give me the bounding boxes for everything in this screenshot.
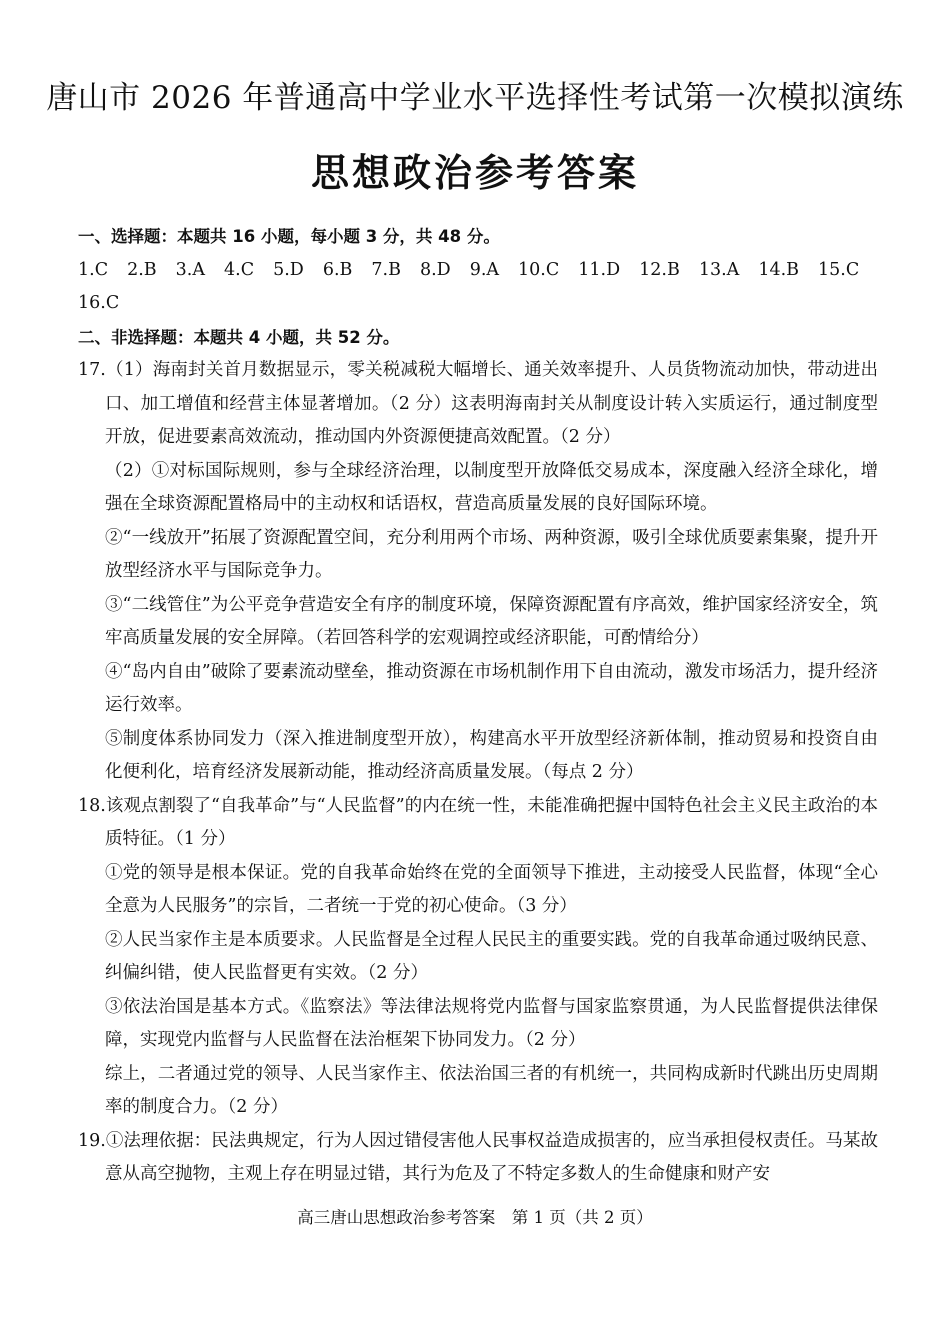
document-subtitle: 思想政治参考答案: [310, 151, 639, 195]
mc-answer: 9.A: [469, 259, 500, 280]
mc-answer: 5.D: [273, 259, 304, 280]
mc-answer: 7.B: [371, 259, 401, 280]
section1-heading: 一、选择题：本题共 16 小题，每小题 3 分，共 48 分。: [78, 227, 500, 246]
q18-intro: 18.该观点割裂了“自我革命”与“人民监督”的内在统一性，未能准确把握中国特色社会主义民主政治的本质特征。（1 分）: [78, 795, 878, 849]
mc-answer: 10.C: [518, 259, 560, 280]
mc-answer: 15.C: [818, 259, 860, 280]
q18-point3: ③依法治国是基本方式。《监察法》等法律法规将党内监督与国家监察贯通，为人民监督提供法律保障，实现党内监督与人民监督在法治框架下协同发力。（2 分）: [105, 996, 878, 1050]
q17-part2-point1: （2）①对标国际规则，参与全球经济治理，以制度型开放降低交易成本，深度融入经济全球化，增强在全球资源配置格局中的主动权和话语权，营造高质量发展的良好国际环境。: [105, 460, 878, 514]
answer-content: [78, 220, 878, 1192]
q17-part2-point5: ⑤制度体系协同发力（深入推进制度型开放），构建高水平开放型经济新体制，推动贸易和投资自由化便利化，培育经济发展新动能，推动经济高质量发展。（每点 2 分）: [105, 728, 878, 782]
page-footer: 高三唐山思想政治参考答案 第 1 页（共 2 页）: [297, 1208, 653, 1227]
mc-answer: 1.C: [78, 259, 109, 280]
mc-answer: 3.A: [175, 259, 205, 280]
q18-point1: ①党的领导是根本保证。党的自我革命始终在党的全面领导下推进，主动接受人民监督，体现“全心全意为人民服务”的宗旨，二者统一于党的初心使命。（3 分）: [105, 862, 878, 916]
q17-part2-point4: ④“岛内自由”破除了要素流动壁垒，推动资源在市场机制作用下自由流动，激发市场活力，提升经济运行效率。: [105, 661, 878, 715]
mc-answer: 2.B: [127, 259, 157, 280]
q18-point2: ②人民当家作主是本质要求。人民监督是全过程人民民主的重要实践。党的自我革命通过吸纳民意、纠偏纠错，使人民监督更有实效。（2 分）: [105, 929, 878, 983]
q19-point1: 19.①法理依据：民法典规定，行为人因过错侵害他人民事权益造成损害的，应当承担侵权责任。马某故意从高空抛物，主观上存在明显过错，其行为危及了不特定多数人的生命健康和财产安: [78, 1130, 878, 1184]
mc-answer: 4.C: [224, 259, 255, 280]
mc-answer: 14.B: [758, 259, 800, 280]
document-title: 唐山市 2026 年普通高中学业水平选择性考试第一次模拟演练: [46, 80, 904, 116]
mc-answer: 16.C: [78, 293, 120, 313]
mc-answer-list: [78, 254, 878, 321]
q17-part2-point2: ②“一线放开”拓展了资源配置空间，充分利用两个市场、两种资源，吸引全球优质要素集聚，提升开放型经济水平与国际竞争力。: [105, 527, 878, 581]
q17-part1: 17.（1）海南封关首月数据显示，零关税减税大幅增长、通关效率提升、人员货物流动加快，带动进出口、加工增值和经营主体显著增加。（2 分）这表明海南封关从制度设计转入实质运行，通过制度型开放，促进要素高效流动，推动国内外资源便捷高效配置。（2 分）: [78, 360, 878, 447]
mc-answer: 11.D: [578, 259, 621, 280]
mc-answer: 12.B: [639, 259, 680, 280]
q17-part2-point3: ③“二线管住”为公平竞争营造安全有序的制度环境，保障资源配置有序高效，维护国家经济安全，筑牢高质量发展的安全屏障。（若回答科学的宏观调控或经济职能，可酌情给分）: [105, 594, 878, 648]
q18-summary: 综上，二者通过党的领导、人民当家作主、依法治国三者的有机统一，共同构成新时代跳出历史周期率的制度合力。（2 分）: [105, 1063, 878, 1117]
section2-heading: 二、非选择题：本题共 4 小题，共 52 分。: [78, 327, 400, 347]
mc-answer: 6.B: [322, 259, 353, 280]
mc-answer: 8.D: [419, 259, 451, 280]
mc-answer: 13.A: [698, 259, 740, 280]
